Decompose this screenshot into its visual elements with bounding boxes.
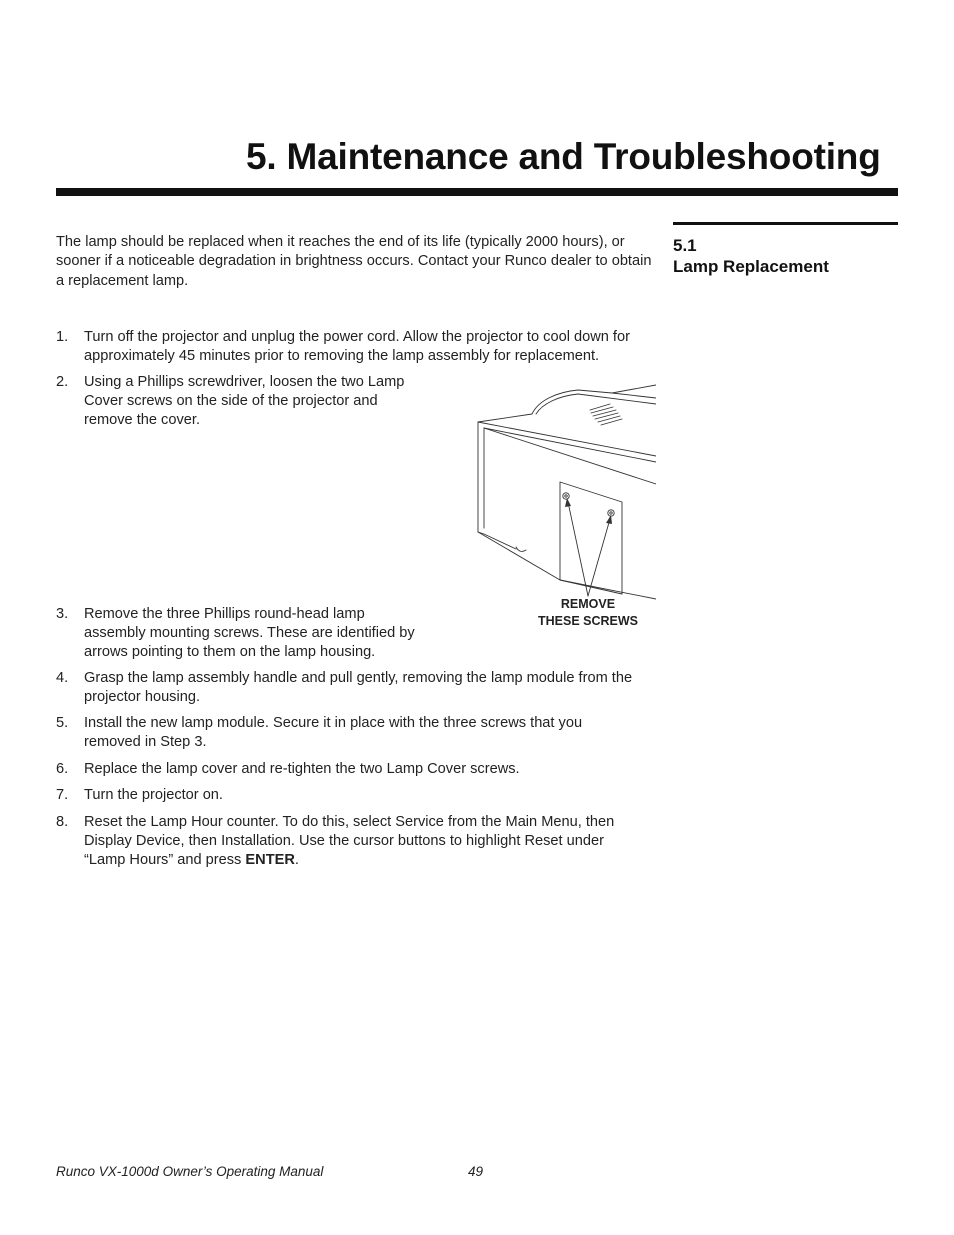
step-line: projector housing. [84, 689, 201, 705]
step-1 [56, 328, 656, 366]
section-number: 5.1 [673, 236, 697, 255]
step-5 [56, 714, 656, 752]
projector-lamp-cover-illustration [476, 384, 656, 600]
step-line: arrows pointing to them on the lamp housing. [84, 644, 376, 660]
step-text [84, 786, 656, 805]
step-7 [56, 786, 656, 805]
step-text [84, 669, 656, 707]
step-line: Install the new lamp module. Secure it in place with the three screws that you [84, 715, 583, 731]
footer-page-number: 49 [468, 1164, 484, 1179]
step-text [84, 760, 656, 779]
step-number: 7. [56, 787, 69, 803]
step-text [84, 813, 656, 870]
step-line-text: “Lamp Hours” and press [84, 852, 246, 868]
figure-caption [520, 596, 656, 630]
section-heading [673, 235, 829, 277]
step-number: 1. [56, 329, 69, 345]
step-line: removed in Step 3. [84, 734, 207, 750]
step-2 [56, 373, 456, 430]
title-rule [56, 188, 898, 196]
step-6 [56, 760, 656, 779]
intro-paragraph: The lamp should be replaced when it reaches the end of its life (typically 2000 hours), or sooner if a noticeable degradation in brightness occurs. Contact your Runco dealer to obtain a replacement lamp. [56, 234, 652, 289]
step-line-text: . [294, 852, 299, 868]
step-line: Replace the lamp cover and re-tighten the two Lamp Cover screws. [84, 761, 520, 777]
step-text [84, 714, 656, 752]
section-rule [673, 222, 898, 225]
step-3 [56, 605, 456, 662]
section-title: Lamp Replacement [673, 257, 829, 276]
step-line: Reset the Lamp Hour counter. To do this, select Service from the Main Menu, then [84, 814, 615, 830]
step-line: assembly mounting screws. These are identified by [84, 625, 415, 641]
step-line: Remove the three Phillips round-head lamp [84, 606, 365, 622]
step-text [84, 328, 656, 366]
step-line: approximately 45 minutes prior to removing the lamp assembly for replacement. [84, 348, 600, 364]
step-line: Display Device, then Installation. Use the cursor buttons to highlight Reset under [84, 833, 604, 849]
enter-key-label: ENTER [245, 852, 295, 868]
step-number: 8. [56, 814, 69, 830]
step-line: Turn off the projector and unplug the power cord. Allow the projector to cool down for [84, 329, 630, 345]
step-number: 3. [56, 606, 69, 622]
step-4 [56, 669, 656, 707]
step-line: Using a Phillips screwdriver, loosen the two Lamp [84, 374, 405, 390]
step-line: Turn the projector on. [84, 787, 223, 803]
step-text [84, 373, 456, 430]
step-line: remove the cover. [84, 412, 200, 428]
step-line: Cover screws on the side of the projector and [84, 393, 378, 409]
step-line [84, 851, 656, 870]
step-number: 4. [56, 670, 69, 686]
caption-line: REMOVE [560, 597, 616, 611]
step-number: 2. [56, 374, 69, 390]
step-8 [56, 813, 656, 870]
step-line: Grasp the lamp assembly handle and pull gently, removing the lamp module from the [84, 670, 633, 686]
step-number: 5. [56, 715, 69, 731]
chapter-title: 5. Maintenance and Troubleshooting [246, 136, 881, 177]
caption-line: THESE SCREWS [537, 614, 638, 628]
step-number: 6. [56, 761, 69, 777]
step-text [84, 605, 456, 662]
footer-manual-title: Runco VX-1000d Owner’s Operating Manual [56, 1164, 324, 1179]
